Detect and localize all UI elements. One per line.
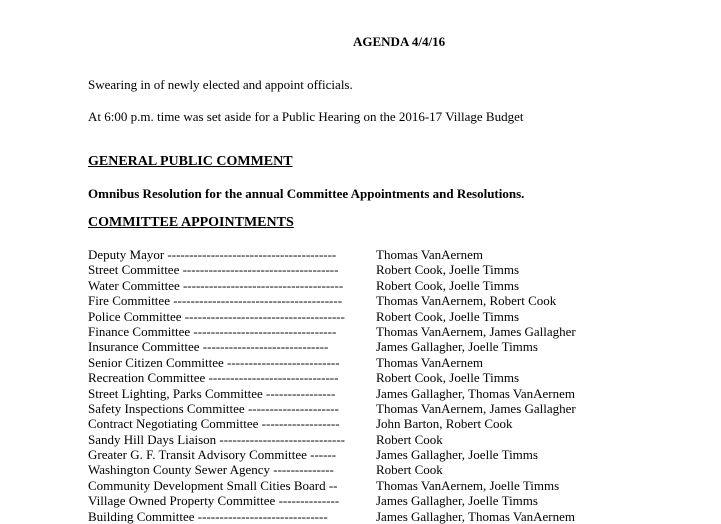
committee-name: Finance Committee --------------------------------- xyxy=(88,323,337,339)
committee-name: Sandy Hill Days Liaison ----------------------------- xyxy=(88,431,345,447)
committee-name: Safety Inspections Committee --------------------- xyxy=(88,400,339,416)
committee-name: Washington County Sewer Agency -------------- xyxy=(88,462,334,478)
committee-name: Street Lighting, Parks Committee ---------------- xyxy=(88,385,336,401)
committee-members: Robert Cook, Joelle Timms xyxy=(376,262,520,278)
committee-name: Building Committee ------------------------------ xyxy=(88,508,328,524)
committee-name: Senior Citizen Committee -------------------------- xyxy=(88,354,340,370)
committee-row xyxy=(88,309,708,324)
committee-appointments-heading: COMMITTEE APPOINTMENTS xyxy=(88,215,294,230)
swearing-in-paragraph: Swearing in of newly elected and appoint officials. xyxy=(88,77,353,92)
committee-members: Thomas VanAernem, James Gallagher xyxy=(376,400,576,416)
committee-members: James Gallagher, Thomas VanAernem xyxy=(376,508,575,524)
committee-row xyxy=(88,262,708,277)
committee-row xyxy=(88,386,708,401)
committee-name: Contract Negotiating Committee ------------------ xyxy=(88,416,340,432)
committee-appointments-list xyxy=(88,247,708,524)
committee-members: James Gallagher, Joelle Timms xyxy=(376,447,538,463)
committee-members: Thomas VanAernem xyxy=(376,247,483,262)
committee-members: James Gallagher, Joelle Timms xyxy=(376,493,538,509)
committee-row xyxy=(88,278,708,293)
committee-row xyxy=(88,509,708,524)
committee-members: Thomas VanAernem, James Gallagher xyxy=(376,323,576,339)
committee-row xyxy=(88,416,708,431)
committee-row xyxy=(88,462,708,477)
committee-row xyxy=(88,370,708,385)
committee-row xyxy=(88,478,708,493)
committee-members: John Barton, Robert Cook xyxy=(376,416,513,432)
committee-members: Robert Cook, Joelle Timms xyxy=(376,308,520,324)
committee-members: Robert Cook xyxy=(376,462,443,478)
committee-row xyxy=(88,339,708,354)
committee-name: Fire Committee --------------------------------------- xyxy=(88,293,343,309)
general-public-comment-heading: GENERAL PUBLIC COMMENT xyxy=(88,154,293,169)
committee-row xyxy=(88,355,708,370)
committee-members: Robert Cook, Joelle Timms xyxy=(376,277,520,293)
committee-name: Insurance Committee ----------------------------- xyxy=(88,339,329,355)
committee-row xyxy=(88,493,708,508)
committee-row xyxy=(88,293,708,308)
committee-members: James Gallagher, Joelle Timms xyxy=(376,339,538,355)
committee-name: Recreation Committee ------------------------------ xyxy=(88,370,339,386)
public-hearing-paragraph: At 6:00 p.m. time was set aside for a Public Hearing on the 2016-17 Village Budget xyxy=(88,109,524,124)
committee-row xyxy=(88,447,708,462)
committee-members: James Gallagher, Thomas VanAernem xyxy=(376,385,575,401)
committee-name: Deputy Mayor --------------------------------------- xyxy=(88,247,337,262)
committee-row xyxy=(88,247,708,262)
committee-row xyxy=(88,324,708,339)
committee-name: Police Committee ------------------------------------- xyxy=(88,308,345,324)
committee-members: Thomas VanAernem xyxy=(376,354,483,370)
committee-name: Greater G. F. Transit Advisory Committee ------ xyxy=(88,447,337,463)
committee-members: Thomas VanAernem, Joelle Timms xyxy=(376,477,560,493)
committee-name: Community Development Small Cities Board -- xyxy=(88,477,338,493)
committee-row xyxy=(88,401,708,416)
committee-name: Village Owned Property Committee -------------- xyxy=(88,493,340,509)
committee-name: Street Committee ------------------------------------ xyxy=(88,262,339,278)
committee-members: Robert Cook xyxy=(376,431,443,447)
agenda-title: AGENDA 4/4/16 xyxy=(353,34,446,49)
omnibus-resolution: Omnibus Resolution for the annual Committee Appointments and Resolutions. xyxy=(88,186,525,201)
committee-row xyxy=(88,432,708,447)
committee-members: Robert Cook, Joelle Timms xyxy=(376,370,520,386)
committee-members: Thomas VanAernem, Robert Cook xyxy=(376,293,557,309)
committee-name: Water Committee ------------------------------------- xyxy=(88,277,344,293)
